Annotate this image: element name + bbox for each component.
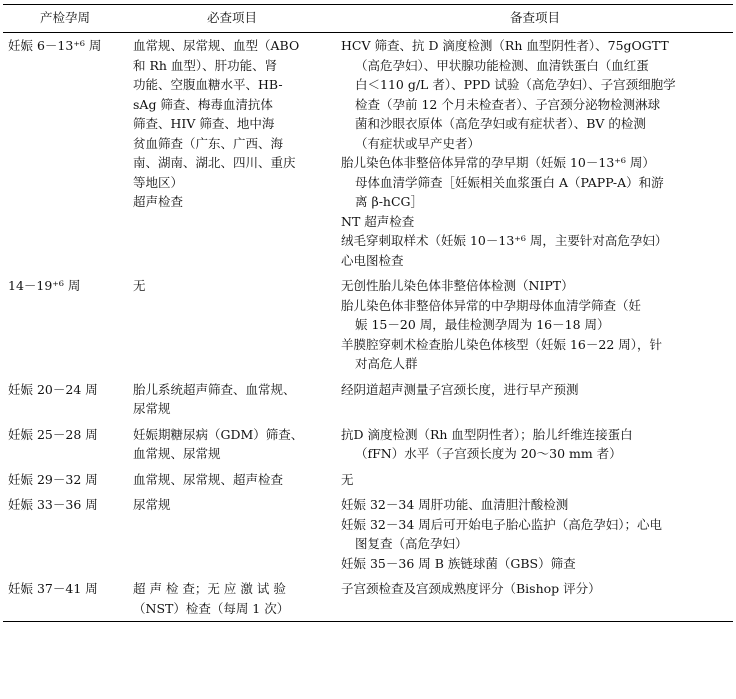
optional-line: 白＜110 g/L 者）、PPD 试验（高危孕妇）、子宫颈细胞学 — [355, 77, 676, 92]
optional-line: 妊娠 32－34 周肝功能、血清胆汁酸检测 — [341, 497, 569, 512]
optional-cell — [337, 467, 733, 493]
required-line: 功能、空腹血糖水平、HB- — [133, 77, 283, 92]
optional-line: 经阴道超声测量子宫颈长度，进行早产预测 — [341, 381, 579, 397]
optional-line: 子宫颈检查及宫颈成熟度评分（Bishop 评分） — [341, 581, 601, 596]
required-line: 超 声 检 查；无 应 激 试 验 — [133, 581, 286, 596]
required-line: sAg 筛查、梅毒血清抗体 — [133, 96, 273, 112]
header-week: 产检孕周 — [39, 10, 90, 26]
required-line: 尿常规 — [133, 401, 171, 416]
header-required: 必查项目 — [206, 10, 257, 26]
optional-line: NT 超声检查 — [341, 213, 415, 229]
optional-line: 绒毛穿刺取样术（妊娠 10－13⁺⁶ 周，主要针对高危孕妇） — [341, 233, 668, 248]
header-row — [3, 5, 733, 33]
required-cell — [127, 467, 337, 493]
week-cell: 妊娠 25－28 周 — [8, 426, 98, 442]
required-cell — [127, 33, 337, 274]
optional-line: 对高危人群 — [355, 356, 418, 371]
prenatal-checkup-table — [3, 4, 733, 622]
required-line: 尿常规 — [133, 497, 171, 512]
optional-line: 离 β-hCG］ — [355, 194, 424, 209]
table-row — [3, 33, 733, 274]
required-line: （NST）检查（每周 1 次） — [133, 600, 290, 616]
optional-line: （fFN）水平（子宫颈长度为 20～30 mm 者） — [355, 446, 622, 461]
week-cell: 妊娠 37－41 周 — [8, 581, 98, 596]
optional-cell — [337, 492, 733, 576]
table-row — [3, 273, 733, 377]
optional-cell — [337, 422, 733, 467]
table-row — [3, 377, 733, 422]
optional-line: 妊娠 32－34 周后可开始电子胎心监护（高危孕妇）；心电 — [341, 516, 663, 532]
required-line: 妊娠期糖尿病（GDM）筛查、 — [133, 426, 304, 442]
header-optional: 备查项目 — [509, 10, 560, 26]
optional-line: 无创性胎儿染色体非整倍体检测（NIPT） — [341, 278, 574, 293]
optional-line: （高危孕妇）、甲状腺功能检测、血清铁蛋白（血红蛋 — [355, 57, 649, 73]
week-cell: 14－19⁺⁶ 周 — [8, 278, 81, 293]
required-cell — [127, 377, 337, 422]
required-line: 筛查、HIV 筛查、地中海 — [133, 116, 275, 131]
optional-line: 娠 15－20 周，最佳检测孕周为 16－18 周） — [355, 317, 610, 332]
week-cell: 妊娠 20－24 周 — [8, 381, 98, 397]
required-line: 血常规、尿常规 — [133, 446, 221, 461]
required-cell — [127, 273, 337, 377]
optional-cell — [337, 33, 733, 274]
optional-line: HCV 筛查、抗 D 滴度检测（Rh 血型阴性者）、75gOGTT — [341, 38, 669, 53]
optional-line: 妊娠 35－36 周 B 族链球菌（GBS）筛查 — [341, 555, 576, 571]
optional-line: 检查（孕前 12 个月未检查者）、子宫颈分泌物检测淋球 — [355, 96, 661, 112]
required-cell — [127, 422, 337, 467]
required-cell — [127, 576, 337, 622]
week-cell: 妊娠 29－32 周 — [8, 471, 98, 487]
optional-line: 羊膜腔穿刺术检查胎儿染色体核型（妊娠 16－22 周），针 — [341, 336, 663, 352]
required-line: 贫血筛查（广东、广西、海 — [133, 135, 284, 151]
table-body — [3, 33, 733, 622]
required-line: 无 — [133, 278, 146, 293]
optional-line: 胎儿染色体非整倍体异常的中孕期母体血清学筛查（妊 — [341, 297, 642, 313]
required-cell — [127, 492, 337, 576]
required-line: 超声检查 — [133, 194, 184, 209]
optional-line: （有症状或早产史者） — [355, 135, 481, 151]
optional-cell — [337, 377, 733, 422]
optional-line: 图复查（高危孕妇） — [355, 536, 468, 551]
optional-line: 母体血清学筛查［妊娠相关血浆蛋白 A（PAPP-A）和游 — [355, 174, 664, 190]
table-row — [3, 576, 733, 622]
week-cell: 妊娠 33－36 周 — [8, 497, 98, 512]
required-line: 和 Rh 血型）、肝功能、肾 — [133, 57, 278, 73]
optional-line: 抗D 滴度检测（Rh 血型阴性者）；胎儿纤维连接蛋白 — [341, 426, 633, 442]
optional-cell — [337, 273, 733, 377]
table-row — [3, 492, 733, 576]
optional-line: 菌和沙眼衣原体（高危孕妇或有症状者）、BV 的检测 — [355, 116, 646, 131]
week-cell: 妊娠 6－13⁺⁶ 周 — [8, 38, 102, 53]
table-row — [3, 422, 733, 467]
required-line: 等地区） — [133, 174, 184, 190]
optional-line: 无 — [341, 471, 354, 487]
required-line: 血常规、尿常规、血型（ABO — [133, 38, 300, 53]
optional-cell — [337, 576, 733, 622]
optional-line: 胎儿染色体非整倍体异常的孕早期（妊娠 10－13⁺⁶ 周） — [341, 155, 655, 170]
required-line: 南、湖南、湖北、四川、重庆 — [133, 155, 296, 170]
required-line: 血常规、尿常规、超声检查 — [133, 471, 284, 487]
required-line: 胎儿系统超声筛查、血常规、 — [133, 381, 296, 397]
optional-line: 心电图检查 — [341, 252, 404, 268]
table-row — [3, 467, 733, 493]
